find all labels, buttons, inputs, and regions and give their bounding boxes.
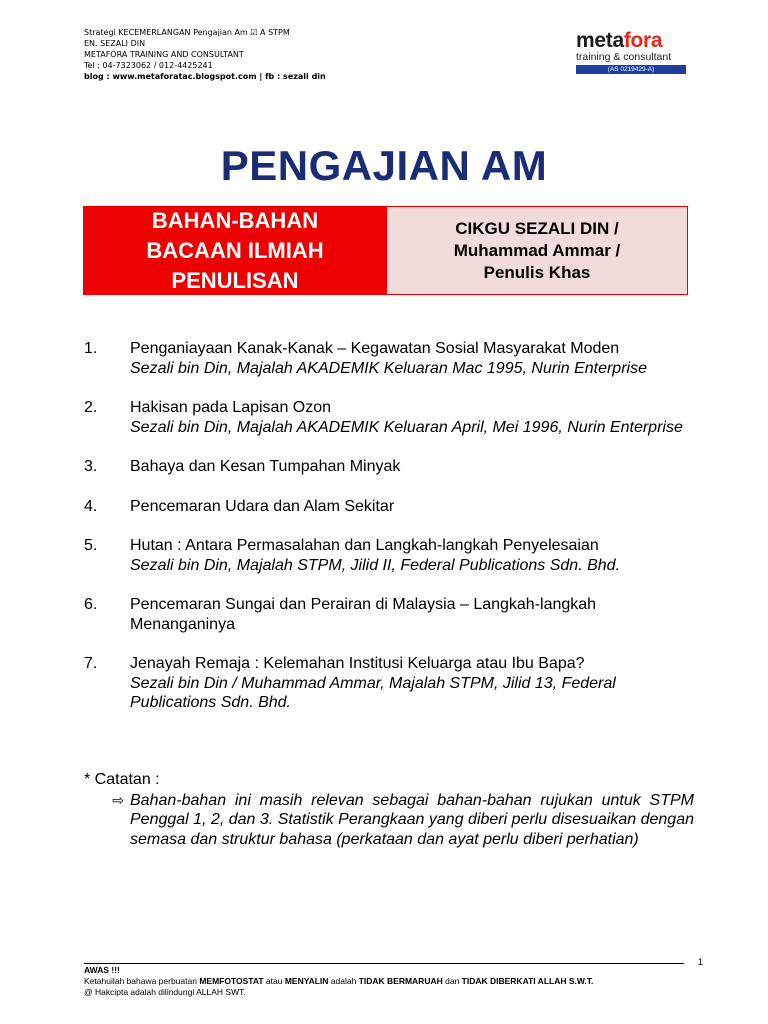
- logo-wordmark: metafora: [576, 29, 663, 52]
- notes-text: Bahan-bahan ini masih relevan sebagai bahan-bahan rujukan untuk STPM Penggal 1, 2, dan 3. Statistik Perangkaan yang diberi perlu disesuaikan dengan semasa dan struktur bahasa (perkataan dan ayat perlu diberi perhatian): [130, 791, 694, 848]
- article-list: [84, 339, 694, 733]
- page-title: PENGAJIAN AM: [220, 142, 548, 189]
- item-number: 1.: [84, 340, 98, 357]
- box-right-pink: [386, 207, 687, 294]
- footer-divider: [84, 963, 684, 964]
- header-line-1: Strategi KECEMERLANGAN Pengajian Am ☑ A STPM: [84, 28, 290, 37]
- page-number: 1: [698, 957, 704, 967]
- item-source: Sezali bin Din, Majalah STPM, Jilid II, Federal Publications Sdn. Bhd.: [130, 556, 621, 574]
- item-source: Sezali bin Din, Majalah AKADEMIK Keluaran Mac 1995, Nurin Enterprise: [130, 359, 647, 377]
- logo-subtitle: training & consultant: [576, 51, 672, 63]
- item-title: Jenayah Remaja : Kelemahan Institusi Keluarga atau Ibu Bapa?: [130, 655, 585, 672]
- item-number: 4.: [84, 497, 98, 515]
- right-arrow-icon: ⇨: [112, 791, 124, 808]
- item-title: Pencemaran Udara dan Alam Sekitar: [130, 497, 395, 515]
- item-title: Penganiayaan Kanak-Kanak – Kegawatan Sosial Masyarakat Moden: [130, 340, 620, 357]
- header-line-4: Tel : 04-7323062 / 012-4425241: [84, 61, 213, 70]
- box-left-line-1: BAHAN-BAHAN: [151, 207, 319, 233]
- item-number: 2.: [84, 399, 98, 416]
- box-left-line-3: PENULISAN: [171, 267, 299, 293]
- item-number: 3.: [84, 458, 98, 475]
- item-title: Bahaya dan Kesan Tumpahan Minyak: [130, 458, 401, 475]
- header-line-5: blog : www.metaforatac.blogspot.com | fb : sezali din: [84, 72, 326, 81]
- list-item: [84, 457, 694, 477]
- item-title: Hutan : Antara Permasalahan dan Langkah-langkah Penyelesaian: [130, 537, 599, 554]
- metafora-logo: [576, 30, 686, 74]
- item-number: 6.: [84, 596, 98, 613]
- footer-warning: AWAS !!!: [84, 965, 120, 975]
- item-source: Sezali bin Din, Majalah AKADEMIK Keluaran April, Mei 1996, Nurin Enterprise: [130, 418, 683, 436]
- box-left-red: [84, 207, 386, 294]
- list-item: [84, 398, 694, 437]
- list-item: [84, 497, 694, 517]
- list-item: [84, 536, 694, 575]
- box-right-line-3: Penulis Khas: [483, 262, 591, 282]
- box-right-line-2: Muhammad Ammar /: [453, 240, 621, 260]
- box-right-line-1: CIKGU SEZALI DIN /: [455, 218, 619, 238]
- list-item: [84, 654, 694, 713]
- list-item: [84, 339, 694, 378]
- box-left-line-2: BACAAN ILMIAH: [146, 237, 324, 263]
- item-title: Pencemaran Sungai dan Perairan di Malaysia – Langkah-langkah Menanganinya: [130, 596, 597, 633]
- item-source: Sezali bin Din / Muhammad Ammar, Majalah STPM, Jilid 13, Federal Publications Sdn. Bhd.: [130, 674, 616, 711]
- notes-section: [84, 770, 694, 849]
- footer-copyright: @ Hakcipta adalah dilindungi ALLAH SWT.: [84, 987, 246, 997]
- header-line-3: METAFORA TRAINING AND CONSULTANT: [84, 50, 244, 59]
- footer-copy-notice: Ketahuilah bahawa perbuatan MEMFOTOSTAT atau MENYALIN adalah TIDAK BERMARUAH dan TIDAK DIBERKATI ALLAH S.W.T.: [84, 976, 594, 986]
- item-number: 5.: [84, 537, 98, 554]
- document-footer: [84, 965, 704, 998]
- logo-registration: (AS 0219429-A): [576, 65, 686, 74]
- item-title: Hakisan pada Lapisan Ozon: [130, 399, 332, 416]
- item-number: 7.: [84, 655, 98, 672]
- title-box: [83, 206, 688, 295]
- notes-heading: * Catatan :: [84, 771, 160, 788]
- header-line-2: EN. SEZALI DIN: [84, 39, 146, 48]
- list-item: [84, 595, 694, 634]
